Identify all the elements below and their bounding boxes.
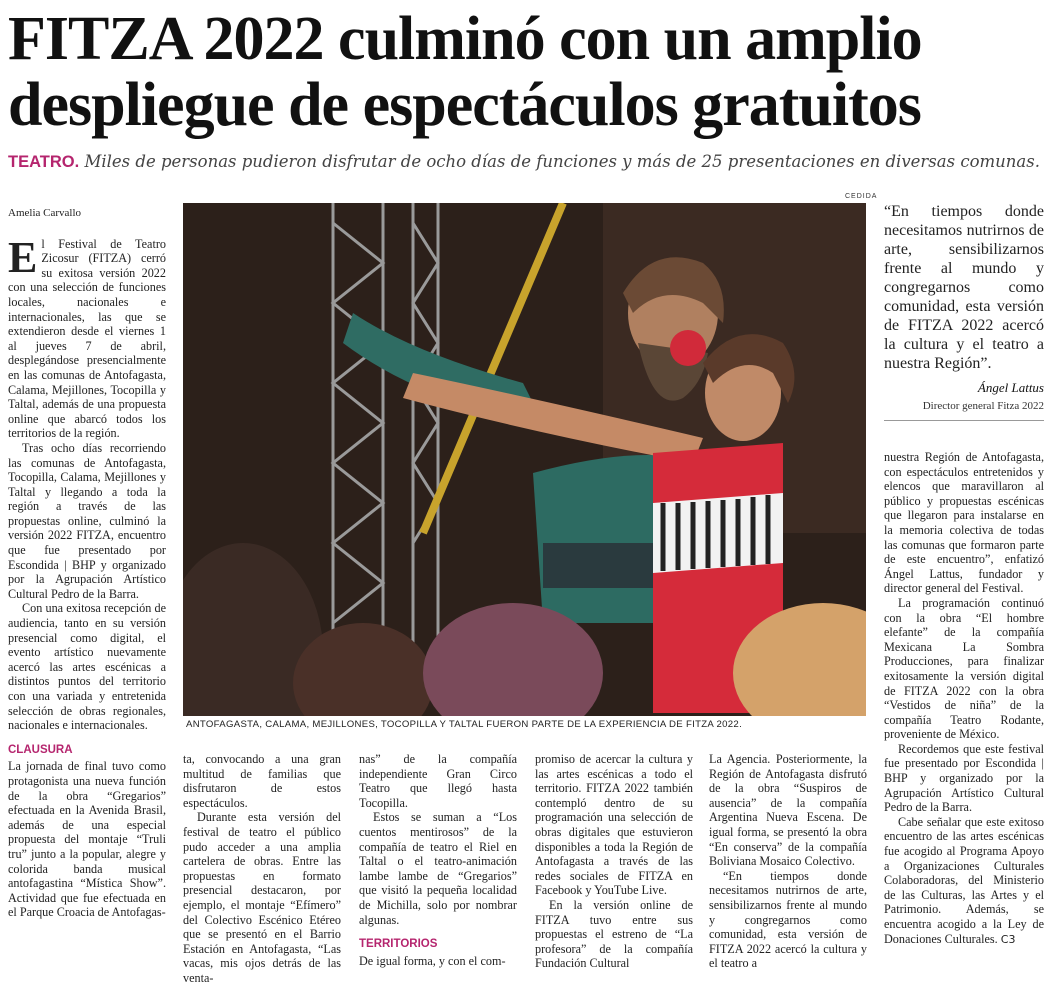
paragraph: promiso de acercar la cultura y las artes escénicas a todo el territorio. FITZA 2022 también contempló dentro de su programación una selección de obras digitales que estuvieron disponibles a toda la Región de Antofagasta a través de las redes sociales de FITZA en Facebook y YouTube Live. — [535, 752, 693, 898]
paragraph: De igual forma, y con el com- — [359, 953, 506, 968]
section-heading-territorios: TERRITORIOS — [359, 938, 438, 951]
section-heading-clausura: CLAUSURA — [8, 743, 73, 756]
column-3 — [359, 752, 517, 968]
performance-illustration — [183, 203, 866, 716]
byline: Amelia Carvallo — [8, 207, 82, 219]
paragraph: nuestra Región de Antofagasta, con espectáculos entretenidos y elencos que maravillaron al público y propuestas escénicas que llegaron para instalarse en la memoria colectiva de todas las comunas que formaron parte de este encuentro”, enfatizó Ángel Lattus, fundador y director general del Festival. — [884, 450, 1044, 596]
paragraph-text: Cabe señalar que este exitoso encuentro de las artes escénicas fue acogido al Programa Apoyo a Organizaciones Culturales Colaboradoras, del Ministerio de las Culturas, las Artes y el Patrimonio. Además, se encuentra acogido a la Ley de Donaciones Culturales. — [884, 814, 1044, 946]
divider — [884, 420, 1044, 421]
subhead-text: Miles de personas pudieron disfrutar de ocho días de funciones y más de 25 presentaciones en diversas comunas. — [84, 152, 1040, 171]
paragraph: nas” de la compañía independiente Gran Circo Teatro que llegó hasta Tocopilla. — [359, 752, 517, 810]
paragraph: La jornada de final tuvo como protagonista una nueva función de la obra “Gregarios” efectuada en la Avenida Brasil, además de una especial propuesta del montaje “Truli tru” junto a la popular, alegre y colorida banda musical antofagastina “Mística Show”. Actividad que fue efectuada en el Parque Croacia de Antofagas- — [8, 759, 166, 920]
quote-author: Ángel Lattus — [977, 380, 1044, 395]
column-6 — [884, 450, 1044, 947]
dropcap: E — [8, 232, 38, 282]
paragraph: ta, convocando a una gran multitud de familias que disfrutaron de estos espectáculos. — [183, 752, 341, 810]
paragraph: La Agencia. Posteriormente, la Región de Antofagasta disfrutó de la obra “Suspiros de ausencia” de la compañía Argentina Nueva Escena. De igual forma, se presentó la obra “En conserva” de la compañía Boliviana Mosaico Colectivo. — [709, 752, 867, 869]
column-2 — [183, 752, 341, 986]
paragraph: En la versión online de FITZA tuvo entre sus propuestas el estreno de “La profesora” de la compañía Fundación Cultural — [535, 897, 693, 971]
photo-caption: ANTOFAGASTA, CALAMA, MEJILLONES, TOCOPILLA Y TALTAL FUERON PARTE DE LA EXPERIENCIA DE FITZA 2022. — [186, 719, 743, 730]
performance-photo — [183, 203, 866, 716]
paragraph: Tras ocho días recorriendo las comunas de Antofagasta, Tocopilla, Calama, Mejillones y Taltal y llegando a toda la región a través de las propuestas online, culminó la versión 2022 FITZA, encuentro que fue presentado por Escondida | BHP y organizado por la Agrupación Artístico Cultural Pedro de la Barra. — [8, 440, 166, 601]
paragraph — [884, 815, 1044, 947]
paragraph: Recordemos que este festival fue presentado por Escondida | BHP y organizado por la Agrupación Artístico Cultural Pedro de la Barra. — [884, 741, 1044, 815]
paragraph — [8, 232, 166, 441]
subhead — [8, 152, 1048, 172]
column-5 — [709, 752, 867, 971]
paragraph: “En tiempos donde necesitamos nutrirnos de arte, sensibilizarnos frente al mundo y congregarnos como comunidad, esta versión de FITZA 2022 acercó la cultura y el teatro a — [709, 868, 867, 971]
photo-credit: CEDIDA — [845, 193, 878, 200]
column-4 — [535, 752, 693, 971]
headline: FITZA 2022 culminó con un amplio despliegue de espectáculos gratuitos — [8, 5, 922, 139]
paragraph-text: l Festival de Teatro Zicosur (FITZA) cerró su exitosa versión 2022 con una selección de funciones locales, nacionales e internacionales, las que se extendieron desde el viernes 1 al jueves 7 de abril, desplegándose presencialmente en las comunas de Antofagasta, Calama, Mejillones, Tocopilla y Taltal, además de una propuesta online que abarcó todos los territorios de la región. — [8, 236, 166, 441]
paragraph: Durante esta versión del festival de teatro el público pudo acceder a una amplia cartelera de obras. Entre las propuestas en formato presencial destacaron, por ejemplo, el montaje “Efímero” del Colectivo Escénico Etéreo que se presentó en el Barrio Estación en Antofagasta, “Las vacas, mis ojos detrás de las venta- — [183, 810, 341, 985]
pull-quote: “En tiempos donde necesitamos nutrirnos de arte, sensibilizarnos frente al mundo y congregarnos como comunidad, esta versión de FITZA 2022 acercó la cultura y el teatro a nuestra Región”. — [884, 203, 1044, 372]
column-1 — [8, 206, 166, 920]
kicker: TEATRO. — [8, 153, 80, 171]
paragraph: Estos se suman a “Los cuentos mentirosos” de la compañía de teatro el Riel en Taltal o el teatro-animación lambe lambe de “Gregarios” que visitó la pequeña localidad de Michilla, solo por nombrar algunas. — [359, 810, 517, 927]
paragraph: Con una exitosa recepción de audiencia, tanto en su versión presencial como digital, el evento artístico nuevamente acercó las artes escénicas a distintos puntos del territorio con una variada y entretenida selección de obras regionales, nacionales e internacionales. — [8, 601, 166, 733]
quote-role: Director general Fitza 2022 — [922, 400, 1044, 412]
paragraph: La programación continuó con la obra “El hombre elefante” de la compañía Mexicana La Sombra Producciones, para finalizar exitosamente la versión digital de FITZA 2022 con la obra “Vestidos de niña” de la compañía Teatro Rodante, proveniente de México. — [884, 595, 1044, 742]
end-mark: C3 — [1000, 932, 1016, 946]
